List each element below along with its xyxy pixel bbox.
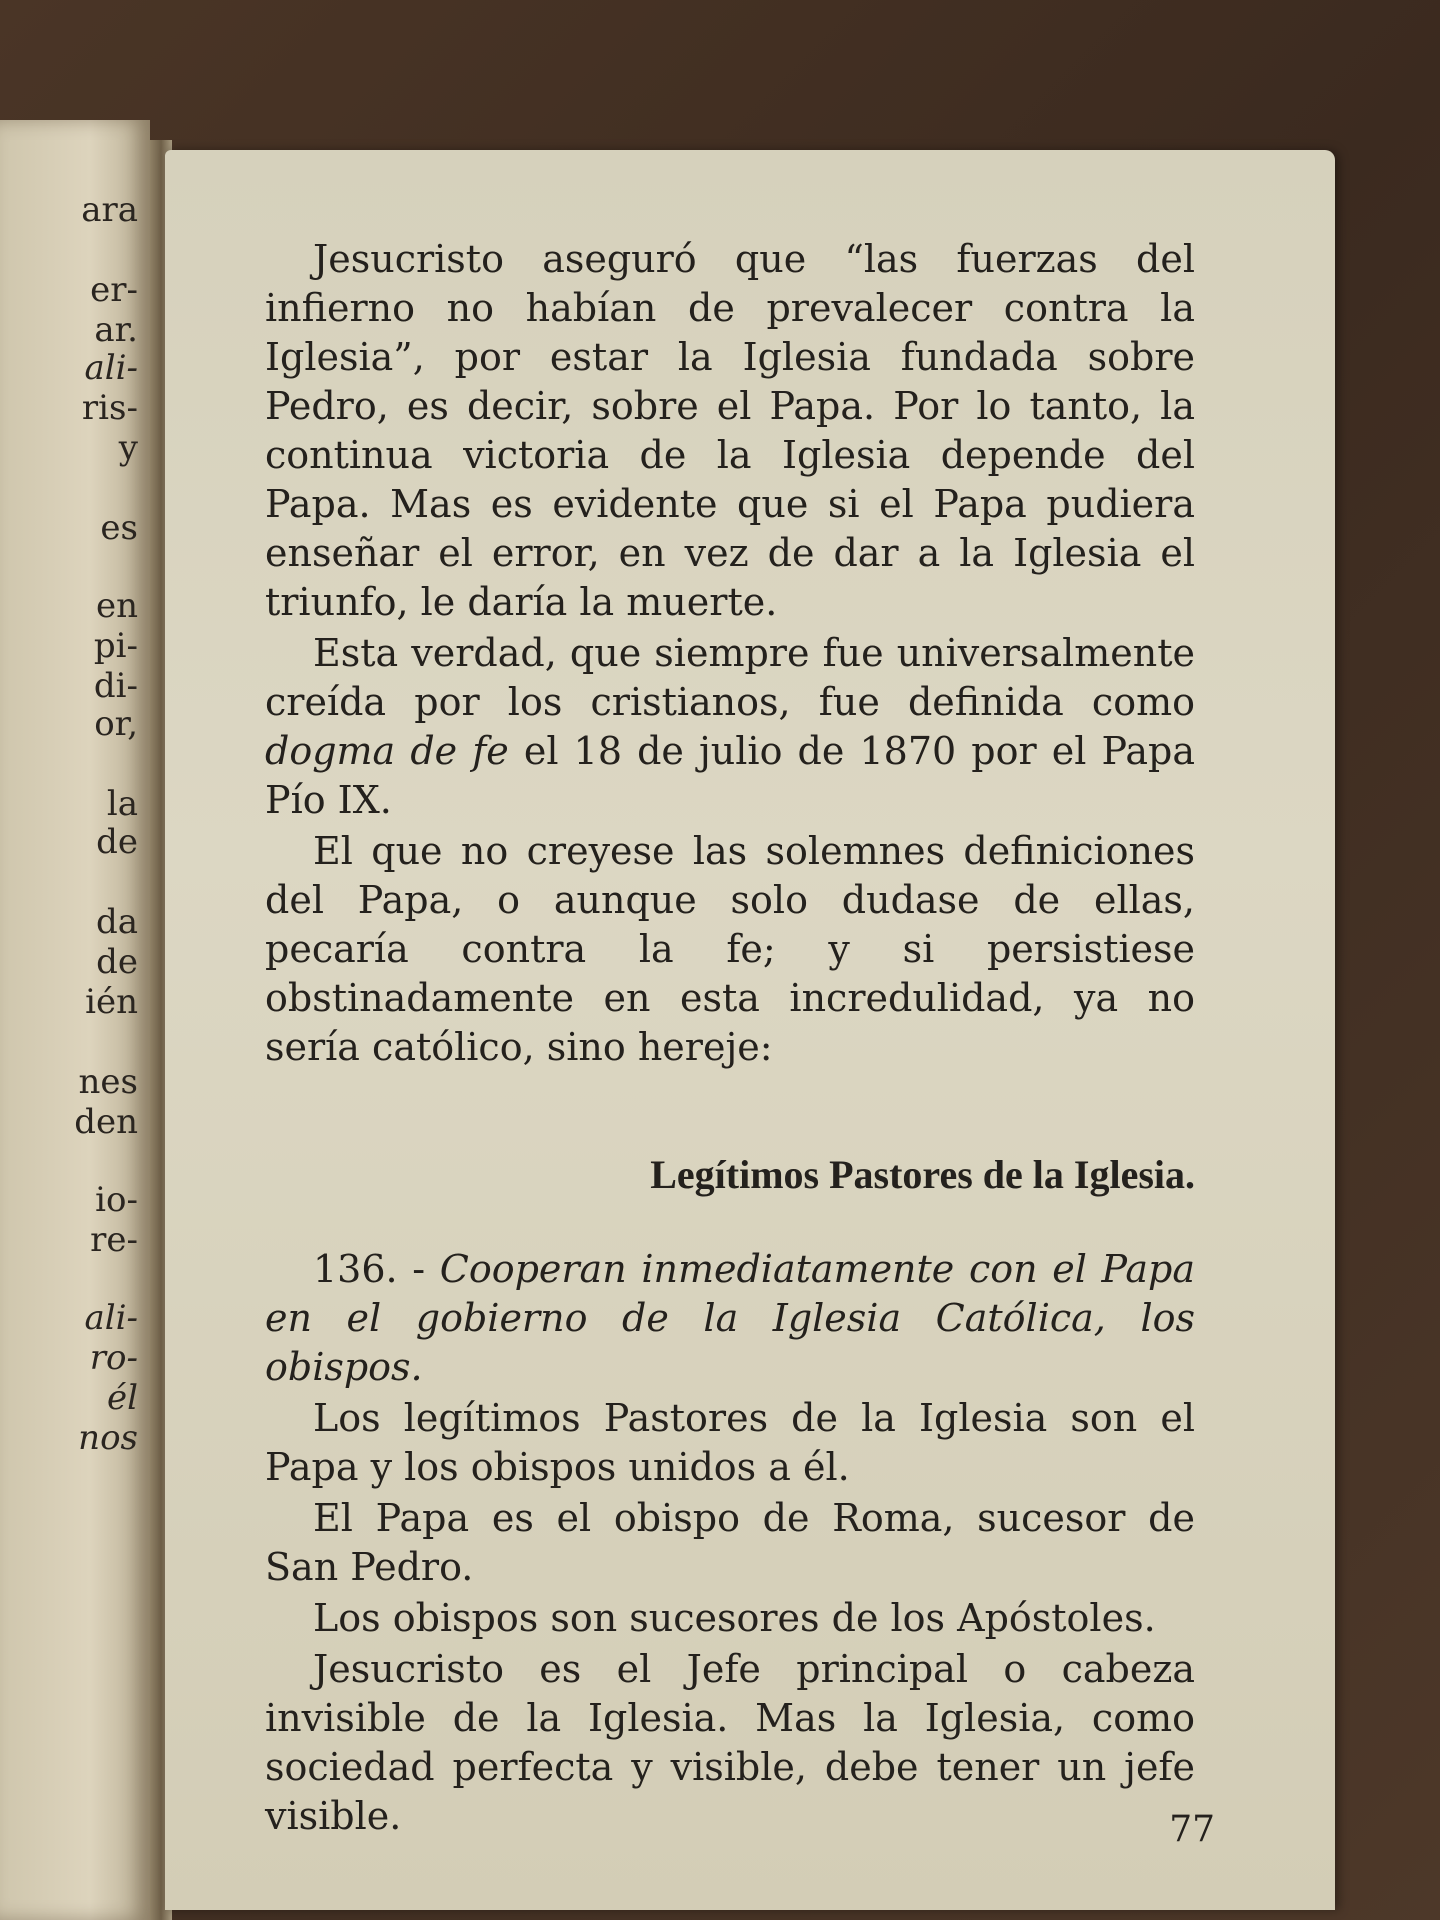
left-page-fragment: nes [78, 1062, 138, 1102]
left-page-fragment: or, [94, 704, 138, 744]
answer-paragraph: Los legítimos Pastores de la Iglesia son el Papa y los obispos unidos a él. [265, 1396, 1195, 1489]
question-text: Cooperan inmediatamente con el Papa en el gobierno de la Iglesia Católica, los obispos. [265, 1247, 1195, 1389]
left-page-fragment: ali- [84, 1298, 138, 1338]
left-page-fragment: él [107, 1378, 138, 1418]
question-separator: - [397, 1247, 440, 1291]
left-page-fragment: re- [90, 1220, 138, 1260]
question-paragraph [265, 1245, 1195, 1392]
left-page-fragment: de [96, 942, 138, 982]
left-page-fragment: de [96, 822, 138, 862]
paragraph-text: el 18 de julio de 1870 por el Papa Pío IX. [265, 729, 1195, 822]
paragraph [265, 629, 1195, 825]
left-page-fragment: er- [90, 270, 138, 310]
paragraph: Jesucristo aseguró que “las fuerzas del infierno no habían de prevalecer contra la Iglesia”, por estar la Iglesia fundada sobre Pedro, es decir, sobre el Papa. Por lo tanto, la continua victoria de la Iglesia depende del Papa. Mas es evidente que si el Papa pudiera enseñar el error, en vez de dar a la Iglesia el triunfo, le daría la muerte. [265, 237, 1195, 624]
page-number: 77 [1169, 1809, 1215, 1850]
answer-paragraph: Los obispos son sucesores de los Apóstoles. [313, 1596, 1156, 1640]
answer-paragraph: Jesucristo es el Jefe principal o cabeza invisible de la Iglesia. Mas la Iglesia, como sociedad perfecta y visible, debe tener un jefe visible. [265, 1647, 1195, 1838]
left-page-fragment: ris- [81, 388, 138, 428]
left-page-fragment: ién [85, 982, 138, 1022]
left-page-fragment: ar. [94, 310, 138, 350]
left-page-fragment: ro- [89, 1338, 138, 1378]
section-heading: Legítimos Pastores de la Iglesia. [650, 1152, 1195, 1197]
left-page-fragment: di- [93, 666, 138, 706]
left-page-fragment: nos [78, 1418, 138, 1458]
left-page-fragment: la [106, 784, 138, 824]
left-page-fragment: es [100, 508, 138, 548]
left-page-fragment: io- [95, 1180, 138, 1220]
left-page-fragment: ara [81, 190, 138, 230]
left-page-fragment: en [95, 586, 138, 626]
page-text [265, 235, 1195, 1841]
left-page-fragment: ali- [84, 348, 138, 388]
left-page-fragment: pi- [93, 626, 138, 666]
paragraph-text: Esta verdad, que siempre fue universalmente creída por los cristianos, fue definida como [265, 631, 1195, 724]
paragraph: El que no creyese las solemnes definiciones del Papa, o aunque solo dudase de ellas, pecaría contra la fe; y si persistiese obstinadamente en esta incredulidad, ya no sería católico, sino hereje: [265, 829, 1195, 1069]
left-page-fragment: da [95, 902, 138, 942]
right-page [165, 150, 1335, 1910]
answer-paragraph: El Papa es el obispo de Roma, sucesor de San Pedro. [265, 1496, 1195, 1589]
left-page-fragment: y [118, 428, 138, 468]
left-page-fragment: den [74, 1102, 138, 1142]
italic-term: dogma de fe [265, 729, 509, 773]
question-number: 136. [313, 1247, 398, 1291]
left-page [0, 120, 150, 1920]
